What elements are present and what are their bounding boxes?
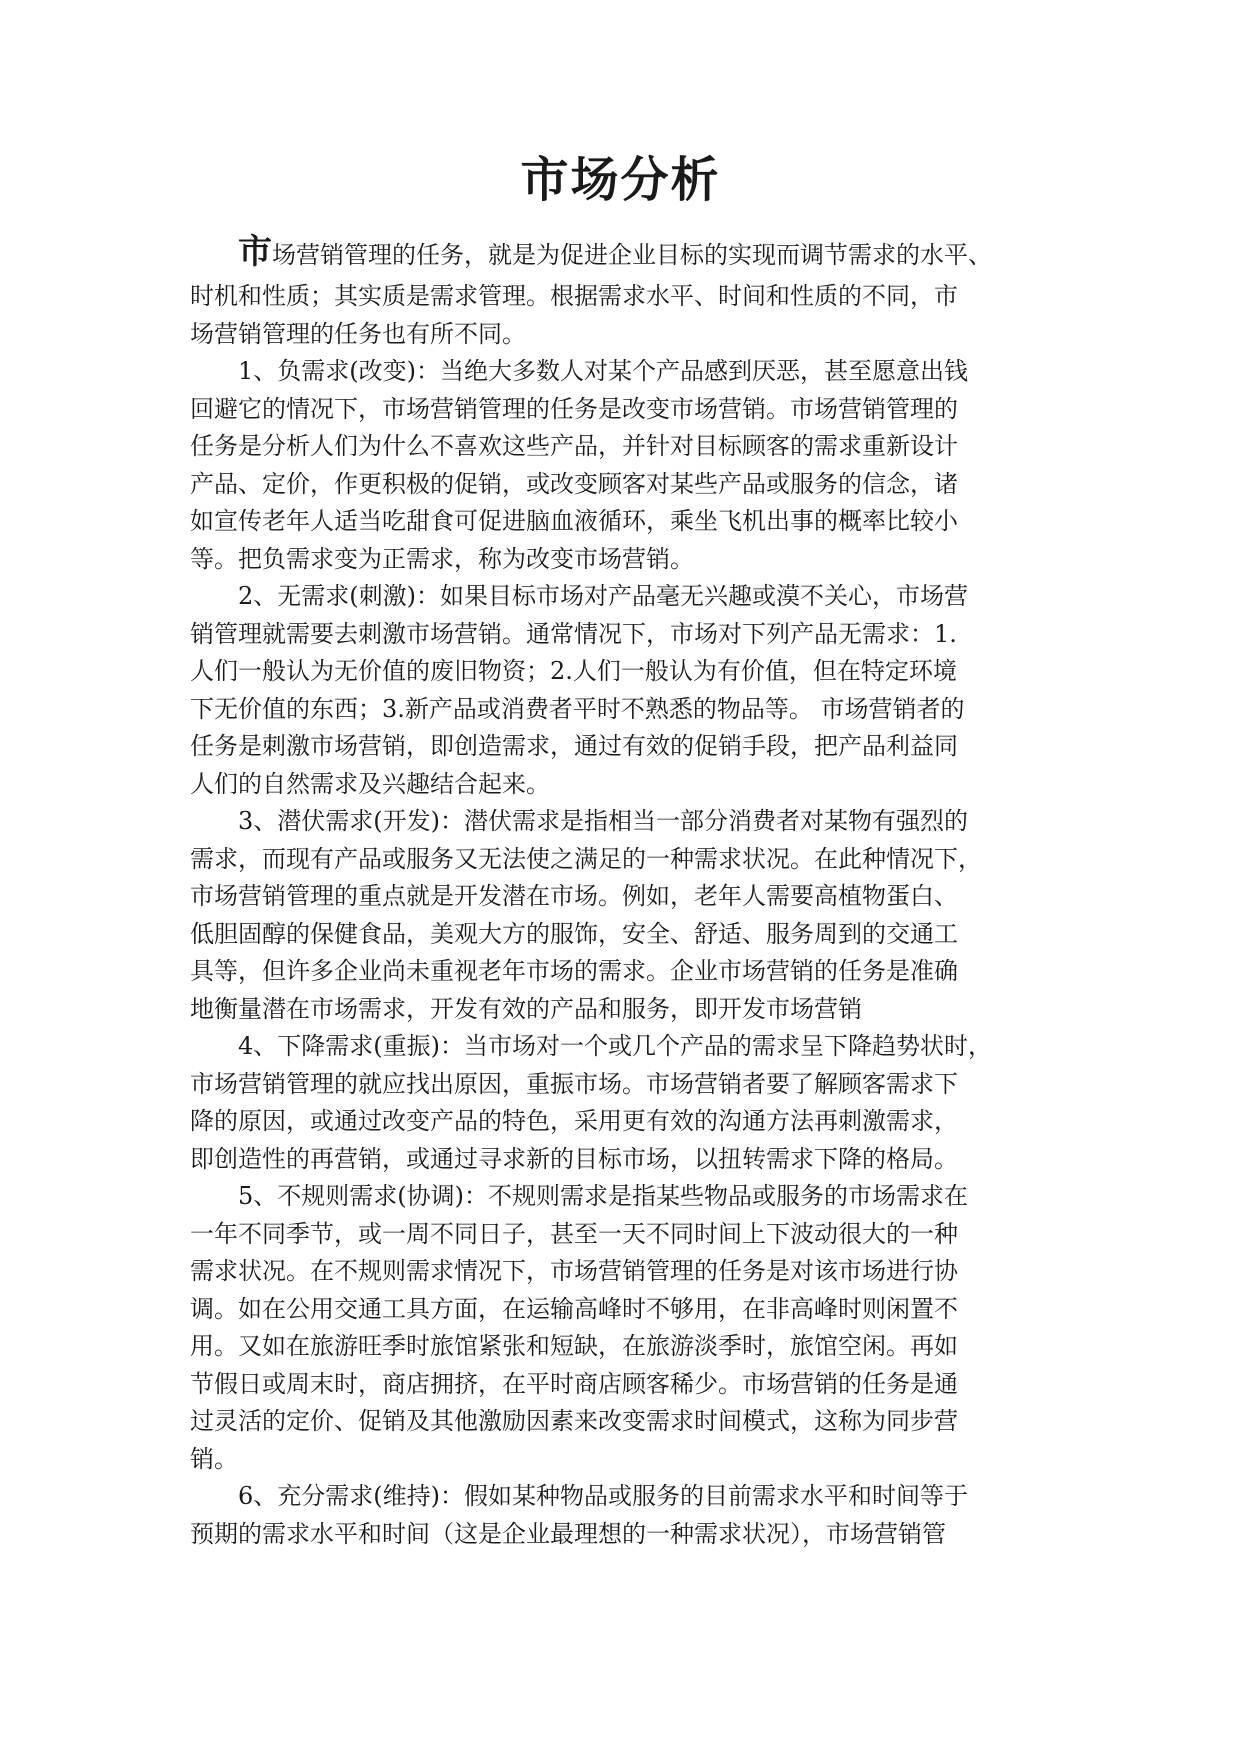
document-body <box>190 226 1070 1553</box>
paragraph-line: 销。 <box>190 1444 238 1473</box>
paragraph-line: 回避它的情况下，市场营销管理的任务是改变市场营销。市场营销管理的 <box>190 394 958 423</box>
paragraph-line: 用。又如在旅游旺季时旅馆紧张和短缺，在旅游淡季时，旅馆空闲。再如 <box>190 1332 958 1360</box>
paragraph-line: 降的原因，或通过改变产品的特色，采用更有效的沟通方法再刺激需求， <box>190 1107 958 1135</box>
paragraph-line: 场营销管理的任务也有所不同。 <box>190 319 526 348</box>
paragraph-no-demand <box>190 578 1070 803</box>
paragraph-line: 市场营销管理的就应找出原因，重振市场。市场营销者要了解顾客需求下 <box>190 1069 958 1098</box>
paragraph-line: 需求状况。在不规则需求情况下，市场营销管理的任务是对该市场进行协 <box>190 1257 958 1285</box>
paragraph-irregular-demand <box>190 1178 1070 1478</box>
paragraph-line: 一年不同季节，或一周不同日子，甚至一天不同时间上下波动很大的一种 <box>190 1219 958 1248</box>
dropcap-letter: 市 <box>238 232 272 272</box>
intro-paragraph <box>190 226 1070 353</box>
paragraph-line: 低胆固醇的保健食品，美观大方的服饰，安全、舒适、服务周到的交通工 <box>190 919 958 948</box>
paragraph-line: 预期的需求水平和时间（这是企业最理想的一种需求状况），市场营销管 <box>190 1519 946 1548</box>
paragraph-line: 产品、定价，作更积极的促销，或改变顾客对某些产品或服务的信念，诸 <box>190 469 958 498</box>
paragraph-line: 任务是分析人们为什么不喜欢这些产品，并针对目标顾客的需求重新设计 <box>190 432 958 460</box>
paragraph-line: 节假日或周末时，商店拥挤，在平时商店顾客稀少。市场营销的任务是通 <box>190 1369 958 1398</box>
paragraph-line: 调。如在公用交通工具方面，在运输高峰时不够用，在非高峰时则闲置不 <box>190 1294 958 1323</box>
paragraph-line: 即创造性的再营销，或通过寻求新的目标市场，以扭转需求下降的格局。 <box>190 1144 958 1173</box>
paragraph-line: 2、无需求(刺激)：如果目标市场对产品毫无兴趣或漠不关心，市场营 <box>238 582 968 610</box>
paragraph-line: 人们一般认为无价值的废旧物资；2.人们一般认为有价值，但在特定环境 <box>190 657 957 685</box>
paragraph-line: 人们的自然需求及兴趣结合起来。 <box>190 769 550 798</box>
paragraph-declining-demand <box>190 1028 1070 1178</box>
paragraph-line: 等。把负需求变为正需求，称为改变市场营销。 <box>190 544 694 573</box>
paragraph-line: 6、充分需求(维持)：假如某种物品或服务的目前需求水平和时间等于 <box>238 1482 968 1510</box>
paragraph-line: 市场营销管理的重点就是开发潜在市场。例如，老年人需要高植物蛋白、 <box>190 882 958 910</box>
page-title: 市场分析 <box>520 152 721 208</box>
paragraph-line: 1、负需求(改变)：当绝大多数人对某个产品感到厌恶，甚至愿意出钱 <box>238 357 968 385</box>
paragraph-line: 市场营销管理的任务，就是为促进企业目标的实现而调节需求的水平、 <box>238 232 992 272</box>
paragraph-line: 具等，但许多企业尚未重视老年市场的需求。企业市场营销的任务是准确 <box>190 957 958 985</box>
paragraph-line: 时机和性质；其实质是需求管理。根据需求水平、时间和性质的不同，市 <box>190 282 958 310</box>
paragraph-line: 过灵活的定价、促销及其他激励因素来改变需求时间模式，这称为同步营 <box>190 1407 958 1435</box>
paragraph-full-demand <box>190 1478 1070 1553</box>
paragraph-negative-demand <box>190 353 1070 578</box>
paragraph-line: 如宣传老年人适当吃甜食可促进脑血液循环，乘坐飞机出事的概率比较小 <box>190 507 958 535</box>
paragraph-line: 3、潜伏需求(开发)：潜伏需求是指相当一部分消费者对某物有强烈的 <box>238 807 968 835</box>
paragraph-line: 地衡量潜在市场需求，开发有效的产品和服务，即开发市场营销 <box>190 994 862 1023</box>
paragraph-line: 需求，而现有产品或服务又无法使之满足的一种需求状况。在此种情况下， <box>190 844 982 873</box>
paragraph-line: 下无价值的东西；3.新产品或消费者平时不熟悉的物品等。 市场营销者的 <box>190 694 965 723</box>
paragraph-line: 任务是刺激市场营销，即创造需求，通过有效的促销手段，把产品利益同 <box>190 732 958 760</box>
paragraph-line: 销管理就需要去刺激市场营销。通常情况下，市场对下列产品无需求：1. <box>190 619 957 648</box>
paragraph-line: 4、下降需求(重振)：当市场对一个或几个产品的需求呈下降趋势状时， <box>238 1032 992 1060</box>
paragraph-latent-demand <box>190 803 1070 1028</box>
paragraph-line: 5、不规则需求(协调)：不规则需求是指某些物品或服务的市场需求在 <box>238 1182 968 1210</box>
